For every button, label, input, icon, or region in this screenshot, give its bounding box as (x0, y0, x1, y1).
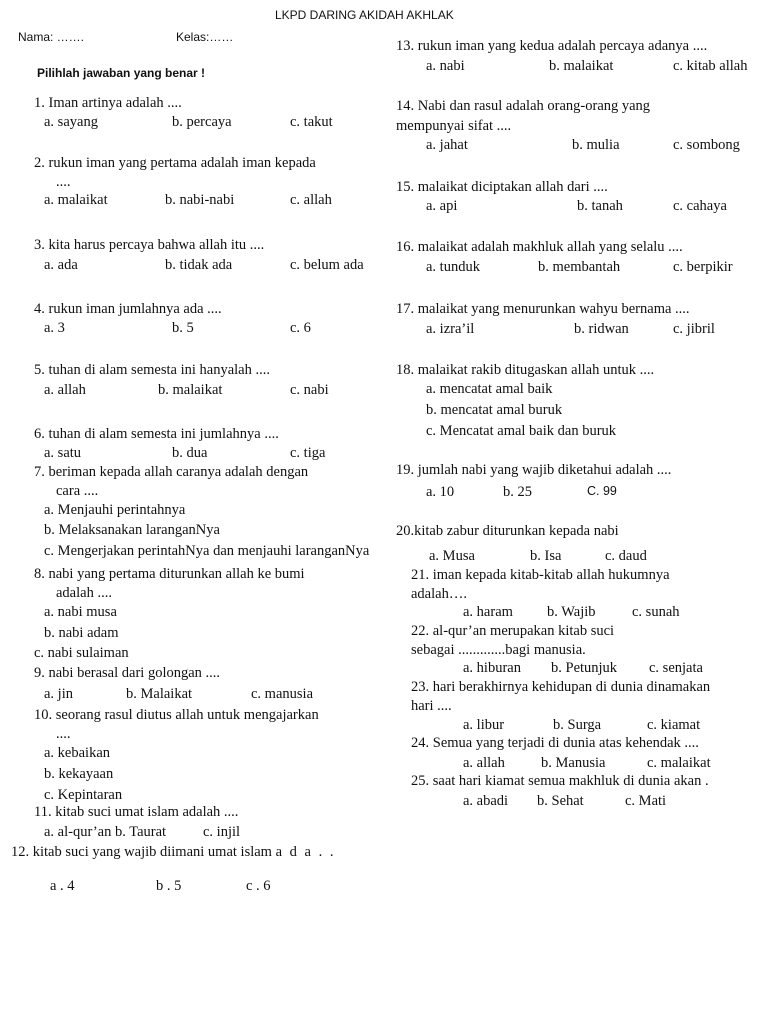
q2-option-b: b. nabi-nabi (165, 192, 235, 208)
q14-option-b: b. mulia (572, 137, 620, 153)
q8-option-b: b. nabi adam (44, 625, 119, 641)
question-12-tail: a d a . . (275, 844, 336, 860)
question-12 (11, 843, 335, 861)
question-4: 4. rukun iman jumlahnya ada .... (34, 301, 222, 317)
q9-option-c: c. manusia (251, 686, 314, 702)
q8-option-c: c. nabi sulaiman (34, 645, 129, 661)
question-18: 18. malaikat rakib ditugaskan allah untuk .... (396, 362, 655, 378)
q24-option-b: b. Manusia (541, 755, 606, 771)
question-12-text: 12. kitab suci yang wajib diimani umat islam (11, 844, 272, 860)
q6-option-a: a. satu (44, 445, 82, 461)
question-21: 21. iman kepada kitab-kitab allah hukumnya (411, 567, 670, 583)
q15-option-b: b. tanah (577, 198, 623, 214)
q13-option-a: a. nabi (426, 58, 465, 74)
q5-option-c: c. nabi (290, 382, 329, 398)
question-14: 14. Nabi dan rasul adalah orang-orang yang (396, 98, 651, 114)
question-22: 22. al-qur’an merupakan kitab suci (411, 623, 615, 639)
q18-option-b: b. mencatat amal buruk (426, 402, 563, 418)
nama-field-label: Nama: ……. (18, 30, 85, 44)
q1-option-c: c. takut (290, 114, 333, 130)
q25-option-a: a. abadi (463, 793, 509, 809)
q25-option-c: c. Mati (625, 793, 667, 809)
q20-option-a: a. Musa (429, 548, 475, 564)
worksheet-title: LKPD DARING AKIDAH AKHLAK (275, 8, 454, 22)
q7-option-b: b. Melaksanakan laranganNya (44, 522, 220, 538)
question-16: 16. malaikat adalah makhluk allah yang selalu .... (396, 239, 683, 255)
q13-option-b: b. malaikat (549, 58, 614, 74)
question-3: 3. kita harus percaya bahwa allah itu .... (34, 237, 265, 253)
q16-option-a: a. tunduk (426, 259, 480, 275)
q16-option-c: c. berpikir (673, 259, 733, 275)
q2-option-c: c. allah (290, 192, 332, 208)
q14-option-a: a. jahat (426, 137, 468, 153)
question-23-cont: hari .... (411, 698, 452, 714)
q11-option-ab: a. al-qur’an b. Taurat (44, 824, 167, 840)
q4-option-b: b. 5 (172, 320, 194, 336)
q4-option-a: a. 3 (44, 320, 65, 336)
q1-option-b: b. percaya (172, 114, 232, 130)
q10-option-b: b. kekayaan (44, 766, 114, 782)
q9-option-a: a. jin (44, 686, 73, 702)
q20-option-b: b. Isa (530, 548, 562, 564)
question-21-cont: adalah…. (411, 586, 467, 602)
q9-option-b: b. Malaikat (126, 686, 193, 702)
q19-option-a: a. 10 (426, 484, 455, 500)
question-25: 25. saat hari kiamat semua makhluk di dunia akan . (411, 773, 709, 789)
q21-option-a: a. haram (463, 604, 513, 620)
q25-option-b: b. Sehat (537, 793, 584, 809)
question-23: 23. hari berakhirnya kehidupan di dunia dinamakan (411, 679, 711, 695)
question-11: 11. kitab suci umat islam adalah .... (34, 804, 239, 820)
q6-option-c: c. tiga (290, 445, 326, 461)
q2-option-a: a. malaikat (44, 192, 108, 208)
q13-option-c: c. kitab allah (673, 58, 748, 74)
q16-option-b: b. membantah (538, 259, 621, 275)
question-8-cont: adalah .... (56, 585, 112, 601)
kelas-field-label: Kelas:…… (176, 30, 234, 44)
q7-option-c: c. Mengerjakan perintahNya dan menjauhi laranganNya (44, 543, 370, 559)
question-20: 20.kitab zabur diturunkan kepada nabi (396, 523, 619, 539)
question-7-cont: cara .... (56, 483, 99, 499)
q12-option-b: b . 5 (156, 878, 182, 894)
q11-option-c: c. injil (203, 824, 241, 840)
q10-option-c: c. Kepintaran (44, 787, 123, 803)
q10-option-a: a. kebaikan (44, 745, 111, 761)
q21-option-c: c. sunah (632, 604, 680, 620)
q3-option-b: b. tidak ada (165, 257, 233, 273)
question-2: 2. rukun iman yang pertama adalah iman kepada (34, 155, 316, 171)
q18-option-c: c. Mencatat amal baik dan buruk (426, 423, 617, 439)
question-10-cont: .... (56, 726, 71, 742)
q5-option-b: b. malaikat (158, 382, 223, 398)
q23-option-c: c. kiamat (647, 717, 701, 733)
q17-option-c: c. jibril (673, 321, 715, 337)
question-22-cont: sebagai .............bagi manusia. (411, 642, 586, 658)
q24-option-c: c. malaikat (647, 755, 711, 771)
q12-option-a: a . 4 (50, 878, 75, 894)
q21-option-b: b. Wajib (547, 604, 596, 620)
question-5: 5. tuhan di alam semesta ini hanyalah .... (34, 362, 270, 378)
question-24: 24. Semua yang terjadi di dunia atas kehendak .... (411, 735, 699, 751)
question-2-cont: .... (56, 174, 71, 190)
q22-option-c: c. senjata (649, 660, 703, 676)
question-8: 8. nabi yang pertama diturunkan allah ke bumi (34, 566, 305, 582)
question-15: 15. malaikat diciptakan allah dari .... (396, 179, 608, 195)
q20-option-c: c. daud (605, 548, 647, 564)
question-9: 9. nabi berasal dari golongan .... (34, 665, 221, 681)
question-10: 10. seorang rasul diutus allah untuk mengajarkan (34, 707, 319, 723)
instruction-text: Pilihlah jawaban yang benar ! (37, 66, 206, 80)
q19-option-b: b. 25 (503, 484, 532, 500)
question-7: 7. beriman kepada allah caranya adalah dengan (34, 464, 309, 480)
q1-option-a: a. sayang (44, 114, 98, 130)
question-14-cont: mempunyai sifat .... (396, 118, 512, 134)
q3-option-c: c. belum ada (290, 257, 364, 273)
q19-option-c: C. 99 (587, 484, 617, 498)
q8-option-a: a. nabi musa (44, 604, 117, 620)
question-13: 13. rukun iman yang kedua adalah percaya adanya .... (396, 38, 708, 54)
question-1: 1. Iman artinya adalah .... (34, 95, 182, 111)
question-17: 17. malaikat yang menurunkan wahyu bernama .... (396, 301, 690, 317)
q24-option-a: a. allah (463, 755, 505, 771)
q23-option-a: a. libur (463, 717, 505, 733)
q14-option-c: c. sombong (673, 137, 740, 153)
q7-option-a: a. Menjauhi perintahnya (44, 502, 186, 518)
q4-option-c: c. 6 (290, 320, 311, 336)
question-6: 6. tuhan di alam semesta ini jumlahnya .... (34, 426, 279, 442)
q22-option-a: a. hiburan (463, 660, 521, 676)
q15-option-a: a. api (426, 198, 458, 214)
q17-option-b: b. ridwan (574, 321, 629, 337)
q18-option-a: a. mencatat amal baik (426, 381, 553, 397)
q6-option-b: b. dua (172, 445, 208, 461)
q22-option-b: b. Petunjuk (551, 660, 618, 676)
question-19: 19. jumlah nabi yang wajib diketahui adalah .... (396, 462, 672, 478)
q15-option-c: c. cahaya (673, 198, 727, 214)
q5-option-a: a. allah (44, 382, 86, 398)
q23-option-b: b. Surga (553, 717, 602, 733)
q17-option-a: a. izra’il (426, 321, 475, 337)
q3-option-a: a. ada (44, 257, 78, 273)
q12-option-c: c . 6 (246, 878, 271, 894)
